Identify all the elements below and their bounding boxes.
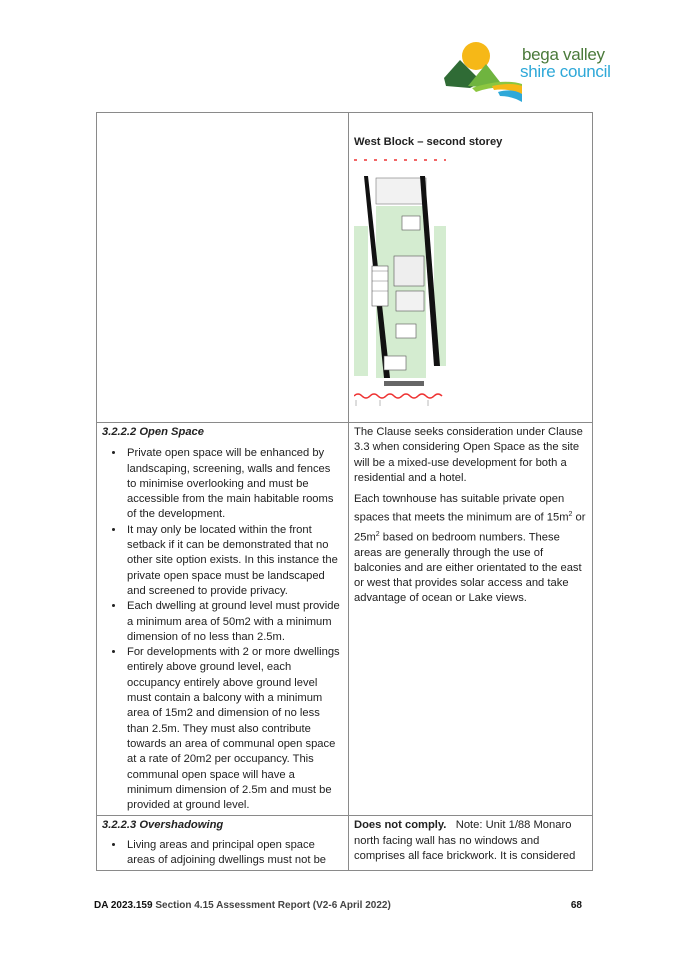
overshadowing-assessment-cell	[349, 816, 593, 871]
assessment-paragraph	[354, 818, 586, 864]
text-run: based on bedroom numbers. These areas are generally through the use of balconies and are either orientated to the east or west that provides solar access and take advantage of ocean or Lake views.	[354, 531, 582, 605]
assessment-paragraph: The Clause seeks consideration under Clause 3.3 when considering Open Space as the site will be a mixed-use development for both a residential and a hotel.	[354, 426, 583, 484]
left-cell-empty	[97, 113, 349, 423]
table-row	[97, 113, 593, 423]
open-space-requirements-cell	[97, 423, 349, 816]
floor-plan-image	[354, 156, 446, 406]
logo-landscape-icon	[442, 38, 522, 106]
section-heading: 3.2.2.2 Open Space	[102, 426, 204, 438]
logo-line-1: bega valley	[522, 45, 605, 64]
council-logo	[442, 38, 637, 106]
assessment-table	[96, 112, 593, 871]
superscript: 2	[568, 511, 573, 519]
list-item: • Each dwelling at ground level must provide a minimum area of 50m2 with a minimum dimension of no less than 2.5m.	[125, 599, 342, 645]
table-row	[97, 423, 593, 816]
logo-line-2: shire council	[520, 62, 611, 81]
footer-title: Section 4.15 Assessment Report (V2-6 April 2022)	[152, 900, 391, 911]
text-run: or 25m	[354, 512, 586, 544]
page-footer	[94, 900, 594, 911]
overshadowing-requirements-cell	[97, 816, 349, 871]
requirements-list	[102, 446, 342, 813]
section-heading: 3.2.2.3 Overshadowing	[102, 819, 224, 832]
list-item: • For developments with 2 or more dwellings entirely above ground level, each occupancy entirely above ground level must contain a balcony with a minimum area of 15m2 and dimension of no less than 2.5m. They must also contribute towards an area of communal open space at a rate of 20m2 per occupancy. This communal open space will have a minimum dimension of 2.5m and must be provided at ground level.	[125, 645, 342, 813]
compliance-status: Does not comply.	[354, 819, 447, 832]
text-run: Note: Unit 1/88 Monaro north facing wall has no windows and comprises all face brickwork. It is considered	[354, 819, 576, 863]
footer-doc-id: DA 2023.159	[94, 900, 153, 911]
list-item: • It may only be located within the front setback if it can be demonstrated that no other site option exists. In this instance the private open space must be landscaped and screened to provide privacy.	[125, 523, 342, 599]
requirements-list	[102, 838, 342, 869]
page-number: 68	[570, 900, 582, 911]
text-run: Each townhouse has suitable private open spaces that meets the minimum are of 15m	[354, 493, 569, 525]
right-cell-figure	[349, 113, 593, 423]
list-item: • Private open space will be enhanced by landscaping, screening, walls and fences to minimise overlooking and must be accessible from the main habitable rooms of the development.	[125, 446, 342, 522]
figure-title: West Block – second storey	[354, 136, 503, 148]
assessment-paragraph	[354, 492, 586, 607]
list-item: • Living areas and principal open space areas of adjoining dwellings must not be	[125, 838, 342, 869]
open-space-assessment-cell	[349, 423, 593, 816]
table-row	[97, 816, 593, 871]
superscript: 2	[375, 530, 380, 538]
